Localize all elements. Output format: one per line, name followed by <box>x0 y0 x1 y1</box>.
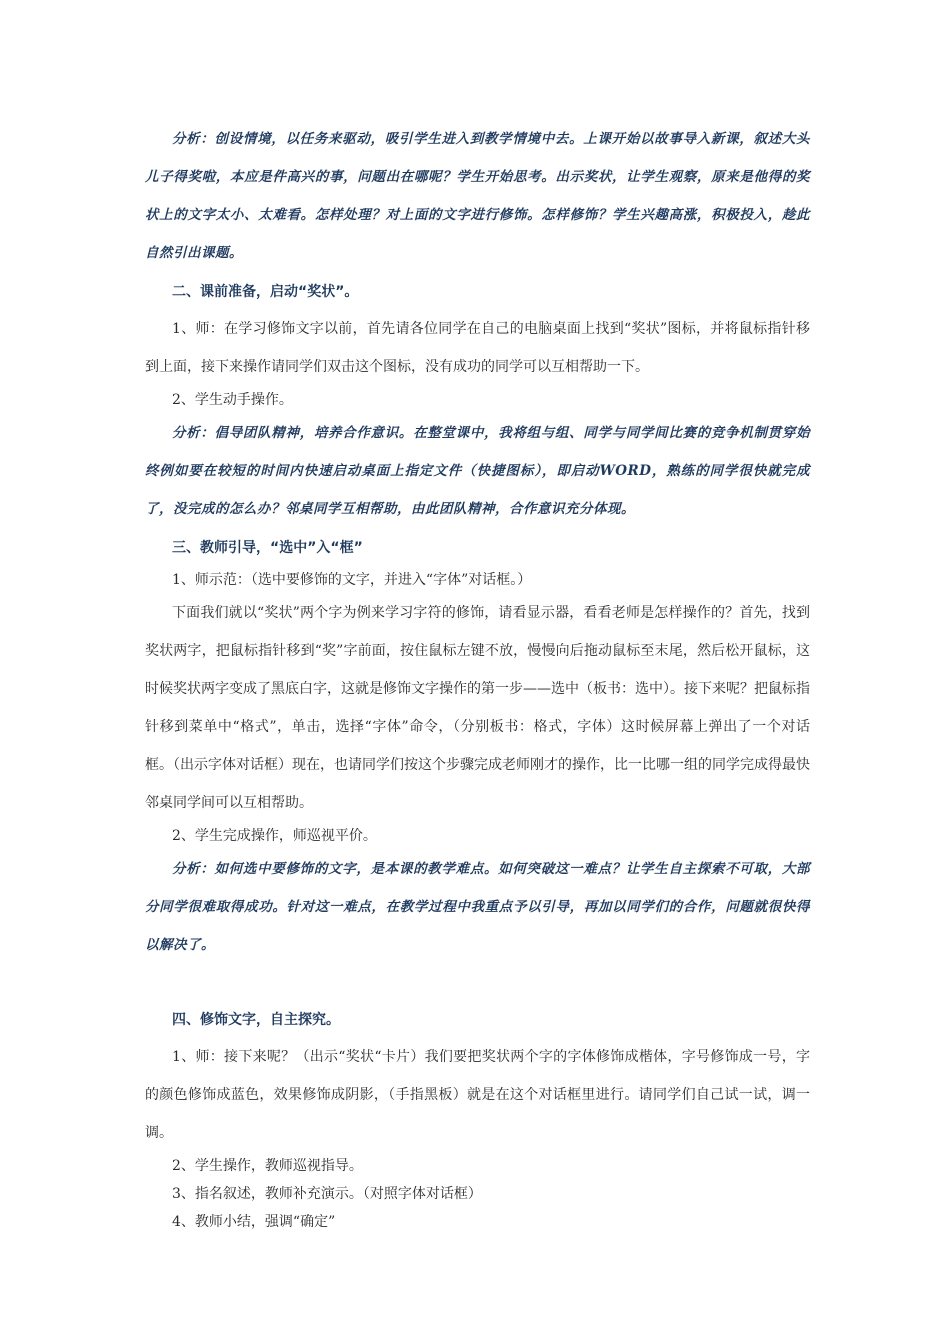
analysis-paragraph-3: 分析：如何选中要修饰的文字，是本课的教学难点。如何突破这一难点？让学生自主探索不可取，大部分同学很难取得成功。针对这一难点，在教学过程中我重点予以引导，再加以同学们的合作，问题就很快得以解决了。 <box>145 861 810 953</box>
section-2-paragraph-2: 2、学生动手操作。 <box>172 392 293 408</box>
section-4-paragraph-3: 3、指名叙述，教师补充演示。（对照字体对话框） <box>172 1186 482 1202</box>
document-page <box>145 120 810 1236</box>
section-3-paragraph-1: 1、师示范：（选中要修饰的文字，并进入“字体”对话框。） <box>172 572 532 588</box>
section-4-paragraph-1: 1、师：接下来呢？（出示“奖状“卡片）我们要把奖状两个字的字体修饰成楷体，字号修饰成一号，字的颜色修饰成蓝色，效果修饰成阴影，（手指黑板）就是在这个对话框里进行。请同学们自己试一试，调一调。 <box>145 1049 810 1141</box>
section-heading-4: 四、修饰文字，自主探究。 <box>172 1012 340 1028</box>
section-3-paragraph-3: 2、学生完成操作，师巡视平价。 <box>172 828 377 844</box>
section-heading-2: 二、课前准备，启动“奖状”。 <box>172 284 359 300</box>
analysis-paragraph-1: 分析：创设情境，以任务来驱动，吸引学生进入到教学情境中去。上课开始以故事导入新课，叙述大头儿子得奖啦，本应是件高兴的事，问题出在哪呢？学生开始思考。出示奖状，让学生观察，原来是他得的奖状上的文字太小、太难看。怎样处理？对上面的文字进行修饰。怎样修饰？学生兴趣高涨，积极投入，趁此自然引出课题。 <box>145 131 810 261</box>
section-4-paragraph-2: 2、学生操作，教师巡视指导。 <box>172 1158 363 1174</box>
section-2-paragraph-1: 1、师：在学习修饰文字以前，首先请各位同学在自己的电脑桌面上找到“奖状”图标，并将鼠标指针移到上面，接下来操作请同学们双击这个图标，没有成功的同学可以互相帮助一下。 <box>145 321 810 375</box>
section-4-paragraph-4: 4、教师小结，强调“确定” <box>172 1214 336 1230</box>
section-heading-3: 三、教师引导，“选中”入“框” <box>172 540 363 556</box>
analysis-paragraph-2: 分析：倡导团队精神，培养合作意识。在整堂课中，我将组与组、同学与同学间比赛的竞争机制贯穿始终例如要在较短的时间内快速启动桌面上指定文件（快捷图标），即启动WORD，熟练的同学很快就完成了，没完成的怎么办？邻桌同学互相帮助，由此团队精神，合作意识充分体现。 <box>145 425 810 517</box>
section-spacer <box>145 964 810 1000</box>
section-3-paragraph-2: 下面我们就以“奖状”两个字为例来学习字符的修饰，请看显示器，看看老师是怎样操作的？首先，找到奖状两字，把鼠标指针移到“奖”字前面，按住鼠标左键不放，慢慢向后拖动鼠标至末尾，然后松开鼠标，这时候奖状两字变成了黑底白字，这就是修饰文字操作的第一步——选中（板书：选中）。接下来呢？把鼠标指针移到菜单中“格式”，单击，选择“字体”命令，（分别板书：格式，字体）这时候屏幕上弹出了一个对话框。（出示字体对话框）现在，也请同学们按这个步骤完成老师刚才的操作，比一比哪一组的同学完成得最快邻桌同学间可以互相帮助。 <box>145 605 810 811</box>
